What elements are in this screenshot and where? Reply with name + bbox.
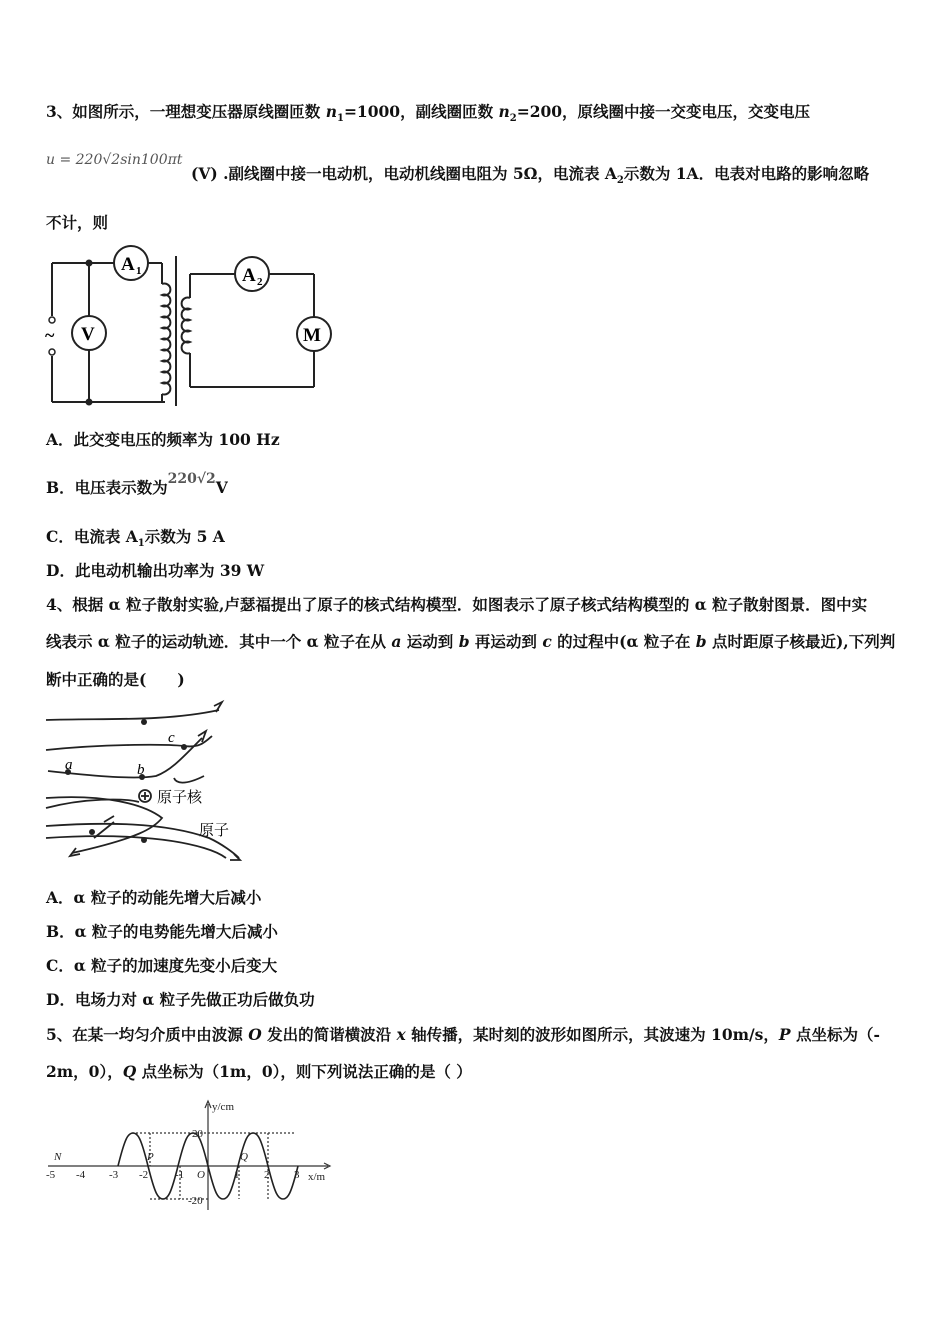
q3-option-d: D．此电动机输出功率为 39 W: [46, 561, 265, 580]
x-tick: 3: [294, 1169, 300, 1181]
q5-line1: 5、在某一均匀介质中由波源 O 发出的简谐横波沿 x 轴传播，某时刻的波形如图所示，其波速为 10m/s，P 点坐标为（-: [46, 1025, 880, 1044]
q4-option-a: A．α 粒子的动能先增大后减小: [46, 888, 262, 907]
y-top-tick: 20: [192, 1128, 203, 1140]
point-a-label: a: [65, 757, 73, 773]
point-c-label: c: [168, 730, 175, 746]
q4-option-b: B．α 粒子的电势能先增大后减小: [46, 922, 278, 941]
x-tick: -1: [175, 1169, 185, 1181]
transformer-circuit-figure: [40, 244, 340, 410]
y-bottom-tick: -20: [188, 1195, 203, 1207]
q4-line1: 4、根据 α 粒子散射实验,卢瑟福提出了原子的核式结构模型．如图表示了原子核式结构模型的 α 粒子散射图景．图中实: [46, 595, 868, 614]
point-n-label: N: [54, 1151, 62, 1163]
q4-line2: 线表示 α 粒子的运动轨迹．其中一个 α 粒子在从 a 运动到 b 再运动到 c 的过程中(α 粒子在 b 点时距原子核最近),下列判: [46, 632, 896, 651]
q3-line3: 不计，则: [46, 213, 109, 232]
point-b-label: b: [137, 762, 145, 778]
ammeter-a2-sub: 2: [257, 276, 263, 288]
atom-label: 原子: [199, 823, 230, 839]
x-axis-label: x/m: [308, 1171, 326, 1183]
x-tick: -4: [76, 1169, 86, 1181]
q3-line2: (V) .副线圈中接一电动机，电动机线圈电阻为 5Ω，电流表 $A_2$示数为 1A．电表对电路的影响忽略: [191, 164, 870, 187]
q3-option-b: B．电压表示数为220√2V: [46, 471, 228, 497]
ammeter-a1-sub: 1: [136, 265, 142, 277]
ac-source-symbol: ~: [45, 325, 55, 345]
q3-line1: 3、如图所示，一理想变压器原线圈匝数 $n_1=1000$，副线圈匝数 $n_2=200$，原线圈中接一交变电压，交变电压: [46, 102, 811, 125]
ammeter-a2-label: A: [242, 265, 256, 286]
q4-line3: 断中正确的是( ): [46, 670, 185, 689]
wave-figure: [40, 1098, 340, 1214]
x-tick: 1: [234, 1169, 240, 1181]
point-q-label: Q: [240, 1151, 248, 1163]
alpha-scattering-figure: [44, 698, 254, 866]
x-tick: 2: [264, 1169, 270, 1181]
q3-formula: u = 220√2sin100πt: [46, 152, 183, 168]
q3-option-c: C．电流表 $A_1$示数为 5 A: [46, 527, 225, 550]
y-axis-label: y/cm: [212, 1101, 234, 1113]
x-tick: -5: [46, 1169, 56, 1181]
ammeter-a1-label: A: [121, 254, 135, 275]
x-tick: -2: [139, 1169, 149, 1181]
q4-option-c: C．α 粒子的加速度先变小后变大: [46, 956, 278, 975]
nucleus-label: 原子核: [157, 790, 203, 806]
voltmeter-label: V: [81, 324, 95, 345]
point-p-label: P: [147, 1151, 154, 1163]
q3-option-a: A．此交变电压的频率为 100 Hz: [46, 430, 280, 449]
origin-label: O: [197, 1169, 205, 1181]
q4-option-d: D．电场力对 α 粒子先做正功后做负功: [46, 990, 315, 1009]
x-tick: -3: [109, 1169, 119, 1181]
q5-line2: 2m，0），Q 点坐标为（1m，0），则下列说法正确的是（ ）: [46, 1062, 472, 1081]
motor-label: M: [303, 325, 321, 346]
